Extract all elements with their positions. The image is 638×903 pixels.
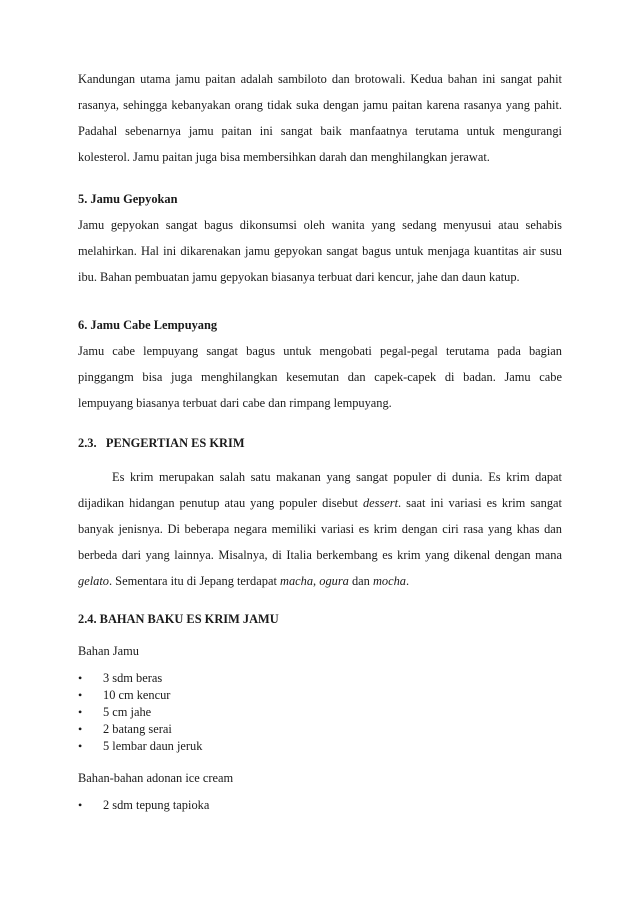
intro-paragraph: Kandungan utama jamu paitan adalah sambiloto dan brotowali. Kedua bahan ini sangat pahit rasanya, sehingga kebanyakan orang tidak suka dengan jamu paitan karena rasanya yang pahit. Padahal sebenarnya jamu paitan ini sangat baik manfaatnya terutama untuk mengurangi kolesterol. Jamu paitan juga bisa membersihkan darah dan menghilangkan jerawat. xyxy=(78,72,562,164)
bullet-icon: • xyxy=(78,705,83,719)
term-macha: macha xyxy=(280,574,314,588)
list-item xyxy=(78,704,562,721)
list-bahan-adonan xyxy=(78,797,562,814)
label-bahan-adonan: Bahan-bahan adonan ice cream xyxy=(78,771,234,785)
bullet-icon: • xyxy=(78,688,83,702)
page-content xyxy=(78,66,562,828)
text-run: . Sementara itu di Jepang terdapat xyxy=(108,574,280,588)
heading-jamu-cabe-lempuyang: 6. Jamu Cabe Lempuyang xyxy=(78,318,218,332)
section-bahan-baku xyxy=(78,608,562,814)
list-item-text: 5 cm jahe xyxy=(103,705,152,719)
term-gelato: gelato xyxy=(78,574,109,588)
term-dessert: dessert xyxy=(362,496,399,510)
section-pengertian-es-krim xyxy=(78,432,562,594)
heading-bahan-baku: 2.4. BAHAN BAKU ES KRIM JAMU xyxy=(78,612,279,626)
list-item-text: 3 sdm beras xyxy=(103,671,163,685)
list-item xyxy=(78,721,562,738)
term-mocha: mocha xyxy=(372,574,406,588)
bullet-icon: • xyxy=(78,798,83,812)
text-run: . saat ini variasi es krim sangat banyak jenisnya. Di beberapa negara memiliki variasi es krim dengan ciri rasa yang khas dan berbeda dari yang lainnya. Misalnya, di Italia berkembang es krim yang dikenal dengan mana xyxy=(78,496,562,562)
paragraph-jamu-cabe-lempuyang: Jamu cabe lempuyang sangat bagus untuk mengobati pegal-pegal terutama pada bagian pinggangm bisa juga menghilangkan kesemutan dan capek-capek di badan. Jamu cabe lempuyang biasanya terbuat dari cabe dan rimpang lempuyang. xyxy=(78,344,562,410)
text-run: , xyxy=(313,574,320,588)
text-run: dan xyxy=(348,574,373,588)
paragraph-pengertian-es-krim xyxy=(78,464,562,594)
term-ogura: ogura xyxy=(319,574,349,588)
list-item-text: 10 cm kencur xyxy=(103,688,171,702)
heading-pengertian-es-krim: 2.3. PENGERTIAN ES KRIM xyxy=(78,436,245,450)
bullet-icon: • xyxy=(78,739,83,753)
bullet-icon: • xyxy=(78,722,83,736)
list-item-text: 5 lembar daun jeruk xyxy=(103,739,203,753)
list-bahan-jamu xyxy=(78,670,562,755)
list-item xyxy=(78,670,562,687)
bullet-icon: • xyxy=(78,671,83,685)
section-jamu-cabe-lempuyang xyxy=(78,312,562,416)
list-item xyxy=(78,797,562,814)
list-item-text: 2 batang serai xyxy=(103,722,172,736)
list-item xyxy=(78,687,562,704)
list-item-text: 2 sdm tepung tapioka xyxy=(103,798,210,812)
list-item xyxy=(78,738,562,755)
label-bahan-jamu: Bahan Jamu xyxy=(78,644,139,658)
paragraph-jamu-gepyokan: Jamu gepyokan sangat bagus dikonsumsi oleh wanita yang sedang menyusui atau sehabis melahirkan. Hal ini dikarenakan jamu gepyokan sangat bagus untuk menjaga kuantitas air susu ibu. Bahan pembuatan jamu gepyokan biasanya terbuat dari kencur, jahe dan daun katup. xyxy=(78,218,562,284)
text-run: . xyxy=(406,574,410,588)
text-run: Es krim merupakan salah satu makanan yang sangat populer di dunia. Es krim dapat dijadikan hidangan penutup atau yang populer disebut xyxy=(78,470,562,510)
section-jamu-gepyokan xyxy=(78,186,562,290)
heading-jamu-gepyokan: 5. Jamu Gepyokan xyxy=(78,192,178,206)
